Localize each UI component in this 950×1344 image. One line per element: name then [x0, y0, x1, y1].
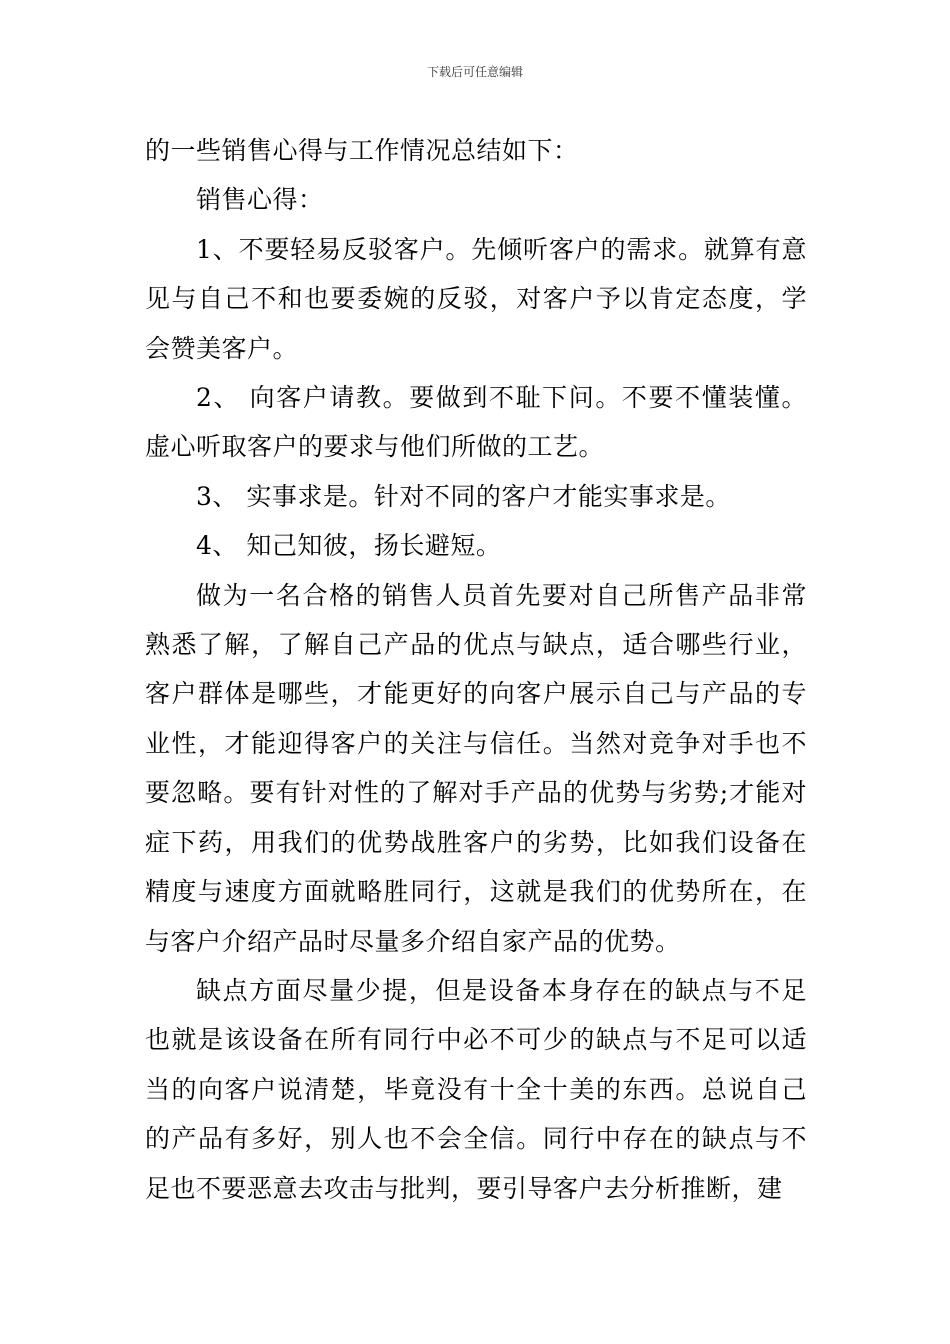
paragraph-intro: 的一些销售心得与工作情况总结如下： — [145, 136, 579, 165]
page-header-note: 下载后可任意编辑 — [426, 65, 523, 79]
paragraph-tip-4: 4、 知己知彼，扬长避短。 — [196, 531, 502, 561]
paragraph-tip-2: 2、 向客户请教。要做到不耻下问。不要不懂装懂。虚心听取客户的要求与他们所做的工艺。 — [145, 383, 807, 462]
paragraph-product-knowledge: 做为一名合格的销售人员首先要对自己所售产品非常熟悉了解，了解自己产品的优点与缺点，适合哪些行业，客户群体是哪些，才能更好的向客户展示自己与产品的专业性，才能迎得客户的关注与信任。当然对竞争对手也不要忽略。要有针对性的了解对手产品的优势与劣势;才能对症下药，用我们的优势战胜客户的劣势，比如我们设备在精度与速度方面就略胜同行，这就是我们的优势所在，在与客户介绍产品时尽量多介绍自家产品的优势。 — [145, 580, 807, 956]
paragraph-tip-1: 1、不要轻易反驳客户。先倾听客户的需求。就算有意见与自己不和也要委婉的反驳，对客户予以肯定态度，学会赞美客户。 — [145, 234, 807, 363]
paragraph-weaknesses: 缺点方面尽量少提，但是设备本身存在的缺点与不足也就是该设备在所有同行中必不可少的缺点与不足可以适当的向客户说清楚，毕竟没有十全十美的东西。总说自己的产品有多好，别人也不会全信。同行中存在的缺点与不足也不要恶意去攻击与批判，要引导客户去分析推断，建 — [145, 975, 807, 1203]
paragraph-tip-3: 3、 实事求是。针对不同的客户才能实事求是。 — [196, 481, 731, 511]
document-body — [145, 126, 807, 1213]
paragraph-heading-sales-tips: 销售心得： — [196, 185, 324, 215]
